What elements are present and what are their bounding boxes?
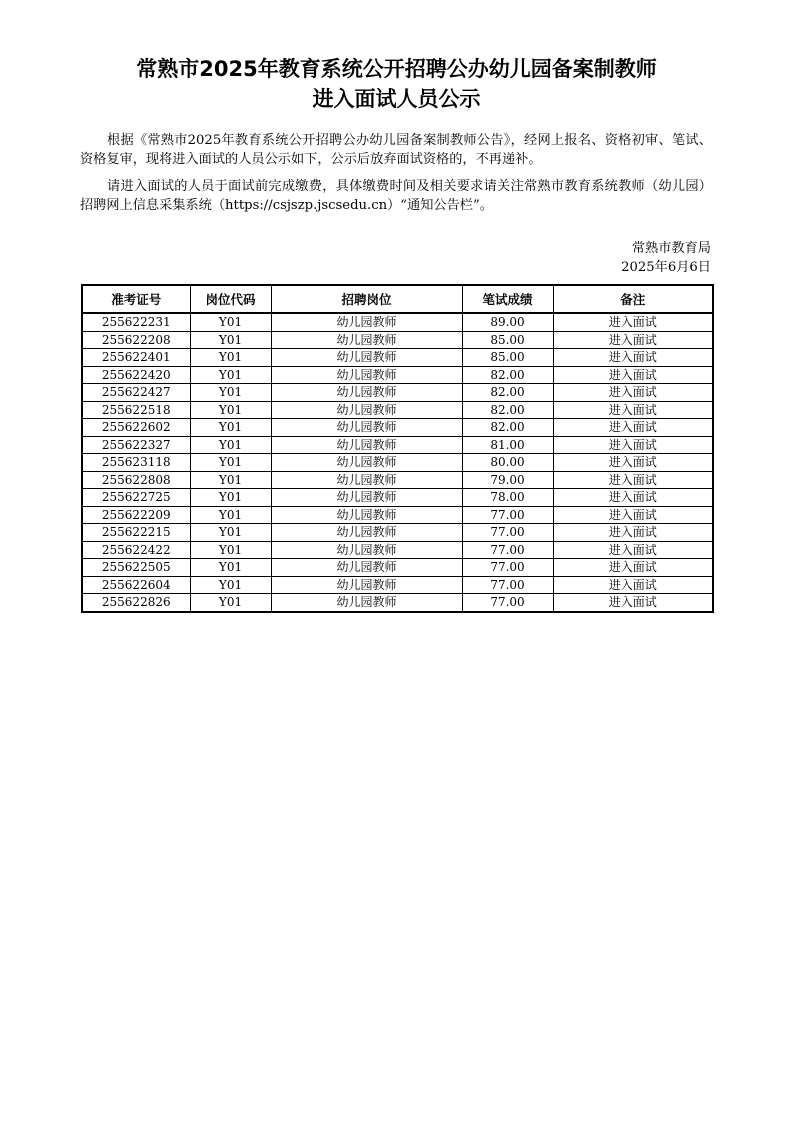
- remark-cell: 进入面试: [553, 436, 713, 454]
- header-exam-number: 准考证号: [82, 285, 190, 313]
- table-header-row: [82, 285, 713, 313]
- position-code-cell: Y01: [190, 313, 271, 331]
- position-code-cell: Y01: [190, 506, 271, 524]
- position-code-cell: Y01: [190, 576, 271, 594]
- position-cell: 幼儿园教师: [271, 576, 462, 594]
- table-row: [82, 436, 713, 454]
- exam-number-cell: 255622209: [82, 506, 190, 524]
- position-cell: 幼儿园教师: [271, 401, 462, 419]
- exam-number-cell: 255622427: [82, 384, 190, 402]
- remark-cell: 进入面试: [553, 541, 713, 559]
- table-row: [82, 541, 713, 559]
- notice-paragraph-1: 根据《常熟市2025年教育系统公开招聘公办幼儿园备案制教师公告》，经网上报名、资格初审、笔试、资格复审，现将进入面试的人员公示如下，公示后放弃面试资格的，不再递补。: [80, 133, 712, 167]
- document-title-line1: 常熟市2025年教育系统公开招聘公办幼儿园备案制教师: [136, 57, 657, 81]
- position-code-cell: Y01: [190, 384, 271, 402]
- position-cell: 幼儿园教师: [271, 541, 462, 559]
- header-position-code: 岗位代码: [190, 285, 271, 313]
- written-score-cell: 77.00: [462, 559, 553, 577]
- exam-number-cell: 255622808: [82, 471, 190, 489]
- remark-cell: 进入面试: [553, 454, 713, 472]
- written-score-cell: 82.00: [462, 384, 553, 402]
- written-score-cell: 80.00: [462, 454, 553, 472]
- position-cell: 幼儿园教师: [271, 313, 462, 331]
- remark-cell: 进入面试: [553, 506, 713, 524]
- position-cell: 幼儿园教师: [271, 489, 462, 507]
- position-code-cell: Y01: [190, 594, 271, 612]
- position-cell: 幼儿园教师: [271, 471, 462, 489]
- written-score-cell: 85.00: [462, 331, 553, 349]
- table-row: [82, 506, 713, 524]
- written-score-cell: 79.00: [462, 471, 553, 489]
- exam-number-cell: 255622327: [82, 436, 190, 454]
- interview-candidates-table: [81, 284, 714, 613]
- table-row: [82, 454, 713, 472]
- table-row: [82, 384, 713, 402]
- remark-cell: 进入面试: [553, 313, 713, 331]
- position-cell: 幼儿园教师: [271, 436, 462, 454]
- document-title-line2: 进入面试人员公示: [312, 87, 481, 111]
- position-cell: 幼儿园教师: [271, 331, 462, 349]
- position-code-cell: Y01: [190, 401, 271, 419]
- position-cell: 幼儿园教师: [271, 366, 462, 384]
- position-code-cell: Y01: [190, 331, 271, 349]
- remark-cell: 进入面试: [553, 594, 713, 612]
- remark-cell: 进入面试: [553, 559, 713, 577]
- remark-cell: 进入面试: [553, 401, 713, 419]
- remark-cell: 进入面试: [553, 489, 713, 507]
- table-row: [82, 419, 713, 437]
- exam-number-cell: 255622602: [82, 419, 190, 437]
- position-code-cell: Y01: [190, 471, 271, 489]
- table-row: [82, 559, 713, 577]
- position-cell: 幼儿园教师: [271, 454, 462, 472]
- table-row: [82, 331, 713, 349]
- written-score-cell: 89.00: [462, 313, 553, 331]
- issuer-name: 常熟市教育局: [631, 241, 711, 256]
- header-remark: 备注: [553, 285, 713, 313]
- remark-cell: 进入面试: [553, 366, 713, 384]
- position-cell: 幼儿园教师: [271, 384, 462, 402]
- written-score-cell: 82.00: [462, 419, 553, 437]
- table-row: [82, 576, 713, 594]
- remark-cell: 进入面试: [553, 384, 713, 402]
- position-cell: 幼儿园教师: [271, 594, 462, 612]
- position-cell: 幼儿园教师: [271, 419, 462, 437]
- exam-number-cell: 255622505: [82, 559, 190, 577]
- position-code-cell: Y01: [190, 366, 271, 384]
- exam-number-cell: 255622422: [82, 541, 190, 559]
- written-score-cell: 78.00: [462, 489, 553, 507]
- exam-number-cell: 255622604: [82, 576, 190, 594]
- header-written-score: 笔试成绩: [462, 285, 553, 313]
- position-code-cell: Y01: [190, 559, 271, 577]
- remark-cell: 进入面试: [553, 471, 713, 489]
- position-code-cell: Y01: [190, 419, 271, 437]
- position-cell: 幼儿园教师: [271, 349, 462, 367]
- exam-number-cell: 255623118: [82, 454, 190, 472]
- issue-date: 2025年6月6日: [621, 260, 711, 275]
- remark-cell: 进入面试: [553, 576, 713, 594]
- written-score-cell: 82.00: [462, 401, 553, 419]
- position-code-cell: Y01: [190, 541, 271, 559]
- exam-number-cell: 255622231: [82, 313, 190, 331]
- table-row: [82, 349, 713, 367]
- written-score-cell: 77.00: [462, 594, 553, 612]
- table-row: [82, 594, 713, 612]
- header-position: 招聘岗位: [271, 285, 462, 313]
- position-cell: 幼儿园教师: [271, 559, 462, 577]
- position-code-cell: Y01: [190, 524, 271, 542]
- exam-number-cell: 255622420: [82, 366, 190, 384]
- exam-number-cell: 255622215: [82, 524, 190, 542]
- exam-number-cell: 255622826: [82, 594, 190, 612]
- remark-cell: 进入面试: [553, 349, 713, 367]
- notice-paragraph-2: 请进入面试的人员于面试前完成缴费，具体缴费时间及相关要求请关注常熟市教育系统教师（幼儿园）招聘网上信息采集系统（https://csjszp.jscsedu.cn）“通知公告栏”。: [80, 179, 712, 213]
- table-row: [82, 366, 713, 384]
- written-score-cell: 77.00: [462, 524, 553, 542]
- position-code-cell: Y01: [190, 349, 271, 367]
- table-row: [82, 489, 713, 507]
- exam-number-cell: 255622725: [82, 489, 190, 507]
- remark-cell: 进入面试: [553, 331, 713, 349]
- table-row: [82, 524, 713, 542]
- position-code-cell: Y01: [190, 489, 271, 507]
- position-cell: 幼儿园教师: [271, 524, 462, 542]
- written-score-cell: 81.00: [462, 436, 553, 454]
- written-score-cell: 82.00: [462, 366, 553, 384]
- position-code-cell: Y01: [190, 454, 271, 472]
- written-score-cell: 77.00: [462, 541, 553, 559]
- written-score-cell: 85.00: [462, 349, 553, 367]
- remark-cell: 进入面试: [553, 419, 713, 437]
- table-row: [82, 313, 713, 331]
- exam-number-cell: 255622208: [82, 331, 190, 349]
- exam-number-cell: 255622401: [82, 349, 190, 367]
- table-row: [82, 401, 713, 419]
- position-code-cell: Y01: [190, 436, 271, 454]
- written-score-cell: 77.00: [462, 506, 553, 524]
- position-cell: 幼儿园教师: [271, 506, 462, 524]
- exam-number-cell: 255622518: [82, 401, 190, 419]
- remark-cell: 进入面试: [553, 524, 713, 542]
- table-row: [82, 471, 713, 489]
- written-score-cell: 77.00: [462, 576, 553, 594]
